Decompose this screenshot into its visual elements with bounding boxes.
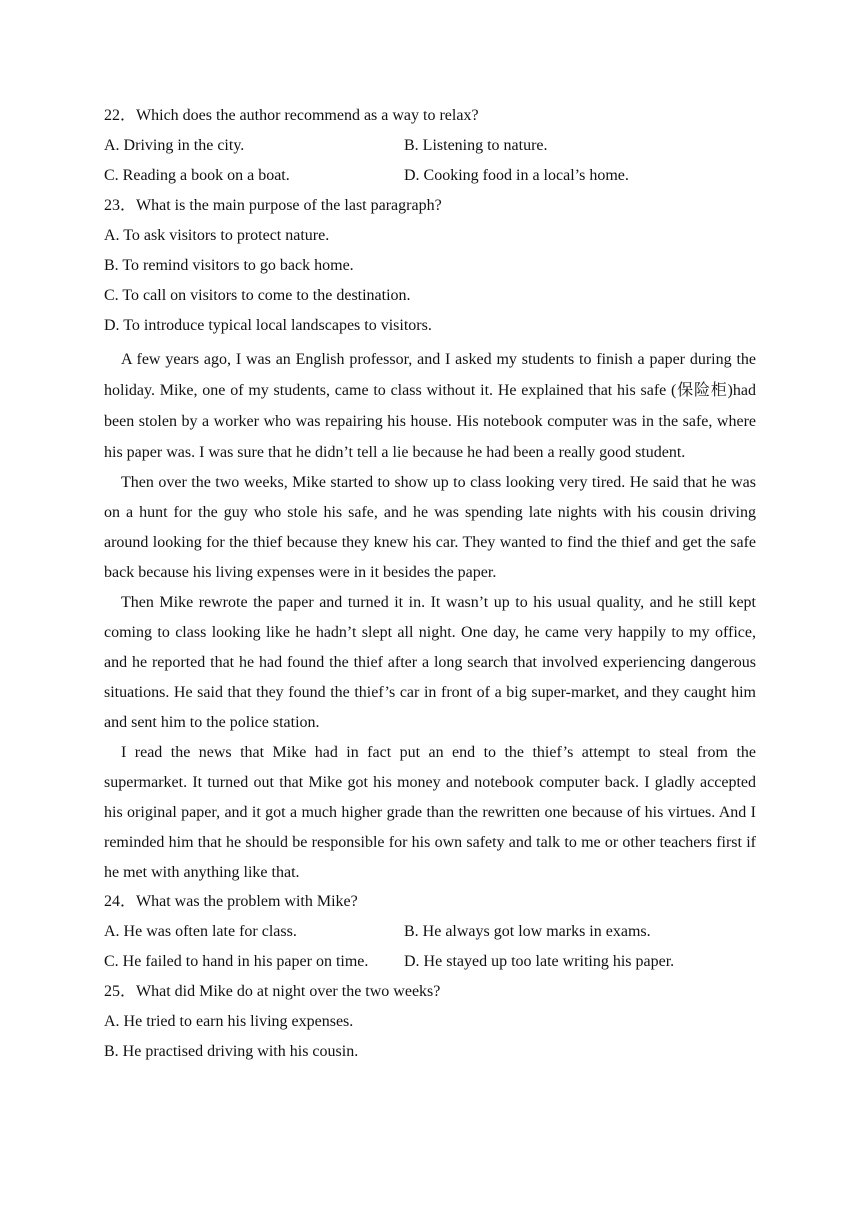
option-row — [104, 134, 756, 164]
option-row — [104, 920, 756, 950]
option-a: A. Driving in the city. — [104, 137, 245, 154]
option-d: D. Cooking food in a local’s home. — [404, 167, 629, 184]
passage-paragraph: Then Mike rewrote the paper and turned it in. It wasn’t up to his usual quality, and he still kept coming to class looking like he hadn’t slept all night. One day, he came very happily to my office, and he reported that he had found the thief after a long search that involved experiencing dangerous situations. He said that they found the thief’s car in front of a big super-market, and they caught him and sent him to the police station. — [104, 594, 756, 731]
passage-paragraph: I read the news that Mike had in fact put an end to the thief’s attempt to steal from the supermarket. It turned out that Mike got his money and notebook computer back. I gladly accepted his original paper, and it got a much higher grade than the rewritten one because of his virtues. And I reminded him that he should be responsible for his own safety and talk to me or other teachers first if he met with anything like that. — [104, 744, 756, 881]
question-23 — [104, 194, 756, 344]
option-c: C. He failed to hand in his paper on time. — [104, 953, 369, 970]
option-b: B. He always got low marks in exams. — [404, 923, 651, 940]
reading-passage — [104, 344, 756, 888]
question-stem — [104, 104, 756, 134]
question-stem — [104, 194, 756, 224]
question-number: 24． — [104, 893, 137, 910]
option-d: D. He stayed up too late writing his paper. — [404, 953, 675, 970]
option-a: A. He was often late for class. — [104, 923, 297, 940]
option-a: A. To ask visitors to protect nature. — [104, 227, 330, 244]
question-number: 23． — [104, 197, 137, 214]
question-number: 25． — [104, 983, 137, 1000]
question-number: 22． — [104, 107, 137, 124]
question-stem — [104, 890, 756, 920]
option-b: B. To remind visitors to go back home. — [104, 257, 354, 274]
option-b: B. He practised driving with his cousin. — [104, 1043, 359, 1060]
option-c: C. Reading a book on a boat. — [104, 167, 290, 184]
question-25 — [104, 980, 756, 1070]
option-row — [104, 164, 756, 194]
option-b: B. Listening to nature. — [404, 137, 548, 154]
passage-paragraph: Then over the two weeks, Mike started to show up to class looking very tired. He said that he was on a hunt for the guy who stole his safe, and he was spending late nights with his cousin driving around looking for the thief because they knew his car. They wanted to find the thief and get the safe back because his living expenses were in it besides the paper. — [104, 474, 756, 581]
option-row — [104, 950, 756, 980]
question-stem — [104, 980, 756, 1010]
question-text: What is the main purpose of the last paragraph? — [136, 197, 442, 214]
question-text: What was the problem with Mike? — [136, 893, 358, 910]
page-content — [104, 104, 756, 1070]
option-c: C. To call on visitors to come to the destination. — [104, 287, 411, 304]
question-text: Which does the author recommend as a way to relax? — [136, 107, 479, 124]
option-d: D. To introduce typical local landscapes to visitors. — [104, 317, 432, 334]
question-text: What did Mike do at night over the two weeks? — [136, 983, 441, 1000]
option-a: A. He tried to earn his living expenses. — [104, 1013, 354, 1030]
question-22 — [104, 104, 756, 194]
question-24 — [104, 890, 756, 980]
passage-paragraph: A few years ago, I was an English professor, and I asked my students to finish a paper during the holiday. Mike, one of my students, came to class without it. He explained that his safe (保险柜)had been stolen by a worker who was repairing his house. His notebook computer was in the safe, where his paper was. I was sure that he didn’t tell a lie because he had been a really good student. — [104, 351, 756, 461]
